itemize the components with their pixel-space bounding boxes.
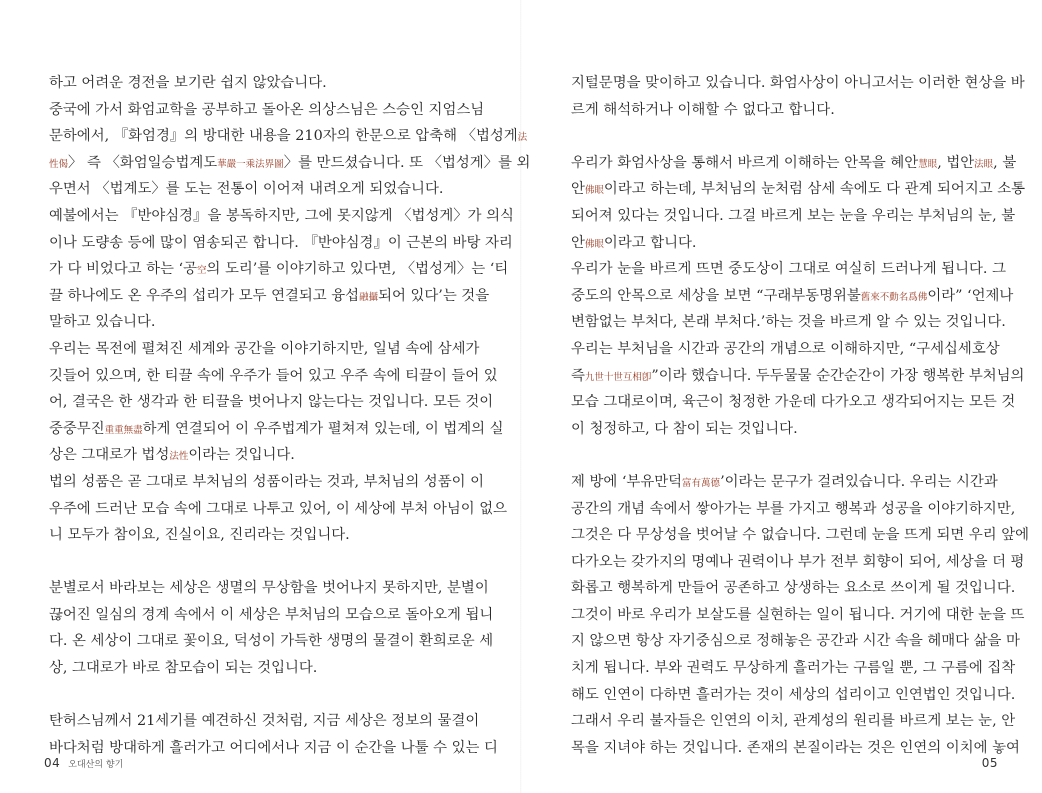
right-page bbox=[521, 0, 1042, 793]
right-page-body-text bbox=[571, 70, 1030, 761]
left-page-body-text bbox=[49, 70, 531, 761]
right-page-footer bbox=[982, 752, 998, 771]
text-segment: 안 bbox=[571, 234, 585, 251]
hanja-annotation: 佛眼 bbox=[584, 238, 604, 250]
text-line bbox=[49, 442, 481, 469]
text-line bbox=[49, 496, 508, 523]
text-segment: 우주에 드러난 모습 속에 그대로 나투고 있어, 이 세상에 부처 아님이 없으 bbox=[49, 500, 508, 517]
text-line bbox=[49, 389, 494, 416]
text-segment: 되어져 있다는 것입니다. 그걸 바르게 보는 눈을 우리는 부처님의 눈, 불 bbox=[571, 207, 1016, 224]
hanja-annotation: 融攝 bbox=[359, 291, 379, 303]
hanja-annotation: 佛眼 bbox=[584, 185, 604, 197]
text-line bbox=[571, 522, 1030, 549]
text-segment: 지 않으면 항상 자기중심으로 정해놓은 공간과 시간 속을 헤매다 삶을 마 bbox=[571, 633, 1020, 650]
text-segment: ”이라 했습니다. 두두물물 순간순간이 가장 행복한 부처님의 bbox=[651, 367, 1025, 384]
hanja-annotation: 九世十世互相卽 bbox=[584, 371, 652, 383]
text-segment: 되어 있다’는 것을 bbox=[378, 287, 490, 304]
text-segment: 이나 도량송 등에 많이 염송되곤 합니다. 『반야심경』이 근본의 바탕 자리 bbox=[49, 234, 513, 251]
text-segment: 중중무진 bbox=[49, 420, 105, 437]
text-segment: 상은 그대로가 법성 bbox=[49, 447, 170, 464]
text-line bbox=[49, 522, 481, 549]
text-line bbox=[571, 496, 1016, 523]
text-segment: 끌 하나에도 온 우주의 섭리가 모두 연결되고 융섭 bbox=[49, 287, 360, 304]
page-number: 04 bbox=[44, 756, 61, 770]
text-line bbox=[571, 256, 1006, 283]
text-line bbox=[49, 150, 531, 177]
text-segment: 이라고 합니다. bbox=[603, 234, 697, 251]
text-line bbox=[571, 203, 1016, 230]
text-line bbox=[571, 309, 1006, 336]
hanja-annotation: 法眼 bbox=[974, 158, 994, 170]
text-line bbox=[571, 283, 1014, 310]
text-segment: 안 bbox=[571, 181, 585, 198]
text-line bbox=[49, 123, 528, 150]
text-segment: 탄허스님께서 21세기를 예견하신 것처럼, 지금 세상은 정보의 물결이 bbox=[49, 713, 480, 730]
text-segment: 변함없는 부처다, 본래 부처다.’하는 것을 바르게 알 수 있는 것입니다. bbox=[571, 314, 1006, 331]
hanja-annotation: 法性 bbox=[169, 451, 189, 463]
text-line bbox=[49, 203, 514, 230]
text-segment: 우리는 목전에 펼쳐진 세계와 공간을 이야기하지만, 일념 속에 삼세가 bbox=[49, 340, 480, 357]
text-line bbox=[571, 682, 1016, 709]
hanja-annotation: 空 bbox=[197, 265, 207, 277]
text-segment: 르게 해석하거나 이해할 수 없다고 합니다. bbox=[571, 101, 835, 118]
text-line bbox=[571, 735, 1020, 762]
text-segment: 〉 즉 〈화엄일승법계도 bbox=[68, 154, 218, 171]
text-line bbox=[49, 256, 509, 283]
text-segment: 해도 인연이 다하면 흘러가는 것이 세상의 섭리이고 인연법인 것입니다. bbox=[571, 686, 1016, 703]
text-segment: 이 청정하고, 다 참이 되는 것입니다. bbox=[571, 420, 798, 437]
paragraph-gap bbox=[571, 442, 1003, 469]
text-segment: 〉를 만드셨습니다. 또 〈법성게〉를 외 bbox=[283, 154, 531, 171]
text-segment: ’이라는 문구가 걸려있습니다. 우리는 시간과 bbox=[720, 473, 998, 490]
text-line bbox=[571, 389, 1016, 416]
hanja-annotation: 法 bbox=[517, 132, 528, 144]
text-line bbox=[49, 230, 513, 257]
text-segment: , 법안 bbox=[937, 154, 975, 171]
paragraph-gap bbox=[49, 682, 481, 709]
text-segment: 다가오는 갖가지의 명예나 권력이나 부가 전부 회향이 되어, 세상을 더 평 bbox=[571, 553, 1025, 570]
text-segment: 중국에 가서 화엄교학을 공부하고 돌아온 의상스님은 스승인 지엄스님 bbox=[49, 101, 485, 118]
paragraph-gap bbox=[49, 549, 481, 576]
text-segment: 니 모두가 참이요, 진실이요, 진리라는 것입니다. bbox=[49, 527, 350, 544]
text-segment: 말하고 있습니다. bbox=[49, 314, 156, 331]
text-segment: 이라고 하는데, 부처님의 눈처럼 삼세 속에도 다 관계 되어지고 소통 bbox=[603, 181, 1026, 198]
text-segment: 바다처럼 방대하게 흘러가고 어디에서나 지금 이 순간을 나툴 수 있는 디 bbox=[49, 739, 498, 756]
text-line bbox=[571, 416, 1003, 443]
text-segment: 이라는 것입니다. bbox=[188, 447, 295, 464]
text-line bbox=[49, 363, 498, 390]
text-line bbox=[49, 176, 481, 203]
text-line bbox=[571, 336, 1003, 363]
text-line bbox=[571, 708, 1016, 735]
text-segment: , 불 bbox=[993, 154, 1017, 171]
book-title: 오대산의 향기 bbox=[68, 760, 124, 770]
text-segment: 어, 결국은 한 생각과 한 티끌을 벗어나지 않는다는 것입니다. 모든 것이 bbox=[49, 394, 494, 411]
text-line bbox=[49, 602, 494, 629]
text-segment: 우리가 화엄사상을 통해서 바르게 이해하는 안목을 혜안 bbox=[571, 154, 919, 171]
text-line bbox=[49, 70, 481, 97]
text-line bbox=[571, 602, 1025, 629]
text-segment: 목을 지녀야 하는 것입니다. 존재의 본질이라는 것은 인연의 이치에 놓여 bbox=[571, 739, 1020, 756]
text-segment: 문하에서, 『화엄경』의 방대한 내용을 210자의 한문으로 압축해 〈법성게 bbox=[49, 128, 518, 145]
hanja-annotation: 重重無盡 bbox=[104, 424, 143, 436]
text-segment: 중도의 안목으로 세상을 보면 “구래부동명위불 bbox=[571, 287, 861, 304]
text-line bbox=[49, 283, 490, 310]
text-line bbox=[49, 628, 494, 655]
text-segment: 제 방에 ‘부유만덕 bbox=[571, 473, 683, 490]
text-segment: 우리는 부처님을 시간과 공간의 개념으로 이해하지만, “구세십세호상 bbox=[571, 340, 1000, 357]
text-segment: 법의 성품은 곧 그대로 부처님의 성품이라는 것과, 부처님의 성품이 이 bbox=[49, 473, 484, 490]
hanja-annotation: 慧眼 bbox=[918, 158, 938, 170]
text-segment: 가 다 비었다고 하는 ‘공 bbox=[49, 261, 197, 278]
text-line bbox=[571, 230, 1003, 257]
text-line bbox=[571, 655, 1016, 682]
text-segment: 화롭고 행복하게 만들어 공존하고 상생하는 요소로 쓰이게 될 것입니다. bbox=[571, 580, 1016, 597]
text-line bbox=[49, 708, 481, 735]
text-segment: 치게 됩니다. 부와 권력도 무상하게 흘러가는 구름일 뿐, 그 구름에 집착 bbox=[571, 660, 1016, 677]
text-line bbox=[571, 70, 1025, 97]
text-segment: 공간의 개념 속에서 쌓아가는 부를 가지고 행복과 성공을 이야기하지만, bbox=[571, 500, 1016, 517]
text-line bbox=[49, 416, 504, 443]
text-line bbox=[571, 97, 1003, 124]
text-segment: 모습 그대로이며, 육근이 청정한 가운데 다가오고 생각되어지는 모든 것 bbox=[571, 394, 1016, 411]
text-segment: 의 도리’를 이야기하고 있다면, 〈법성게〉는 ‘티 bbox=[206, 261, 509, 278]
hanja-annotation: 富有萬德 bbox=[682, 477, 721, 489]
text-segment: 그래서 우리 불자들은 인연의 이치, 관계성의 원리를 바르게 보는 눈, 안 bbox=[571, 713, 1016, 730]
text-segment: 하고 어려운 경전을 보기란 쉽지 않았습니다. bbox=[49, 75, 327, 91]
text-line bbox=[49, 469, 484, 496]
text-line bbox=[49, 336, 481, 363]
text-line bbox=[571, 575, 1016, 602]
text-segment: 그것은 다 무상성을 벗어날 수 없습니다. 그런데 눈을 뜨게 되면 우리 앞에 bbox=[571, 527, 1030, 544]
text-line bbox=[49, 575, 489, 602]
text-line bbox=[571, 150, 1017, 177]
text-line bbox=[571, 549, 1025, 576]
text-segment: 예불에서는 『반야심경』을 봉독하지만, 그에 못지않게 〈법성게〉가 의식 bbox=[49, 207, 514, 224]
text-segment: 하게 연결되어 이 우주법계가 펼쳐져 있는데, 이 법계의 실 bbox=[142, 420, 504, 437]
text-segment: 그것이 바로 우리가 보살도를 실현하는 일이 됩니다. 거기에 대한 눈을 뜨 bbox=[571, 606, 1025, 623]
page-number: 05 bbox=[981, 756, 998, 770]
text-segment: 이라” ‘언제나 bbox=[927, 287, 1014, 304]
text-segment: 끊어진 일심의 경계 속에서 이 세상은 부처님의 모습으로 돌아오게 됩니 bbox=[49, 606, 494, 623]
hanja-annotation: 性偈 bbox=[49, 158, 69, 170]
text-segment: 분별로서 바라보는 세상은 생멸의 무상함을 벗어나지 못하지만, 분별이 bbox=[49, 580, 489, 597]
text-line bbox=[571, 469, 1003, 496]
text-line bbox=[49, 655, 481, 682]
hanja-annotation: 華嚴一乘法界圖 bbox=[217, 158, 284, 170]
text-segment: 깃들어 있으며, 한 티끌 속에 우주가 들어 있고 우주 속에 티끌이 들어 있 bbox=[49, 367, 498, 384]
text-line bbox=[49, 309, 481, 336]
text-line bbox=[49, 97, 485, 124]
paragraph-gap bbox=[571, 123, 1003, 150]
text-segment: 우면서 〈법계도〉를 도는 전통이 이어져 내려오게 되었습니다. bbox=[49, 181, 444, 198]
text-segment: 상, 그대로가 바로 참모습이 되는 것입니다. bbox=[49, 660, 318, 677]
text-segment: 즉 bbox=[571, 367, 585, 384]
left-page-footer bbox=[44, 752, 123, 771]
text-segment: 우리가 눈을 바르게 뜨면 중도상이 그대로 여실히 드러나게 됩니다. 그 bbox=[571, 261, 1006, 278]
text-line bbox=[571, 363, 1025, 390]
text-line bbox=[571, 628, 1020, 655]
text-segment: 다. 온 세상이 그대로 꽃이요, 덕성이 가득한 생명의 물결이 환희로운 세 bbox=[49, 633, 494, 650]
text-line bbox=[571, 176, 1026, 203]
text-segment: 지털문명을 맞이하고 있습니다. 화엄사상이 아니고서는 이러한 현상을 바 bbox=[571, 75, 1025, 91]
hanja-annotation: 舊來不動名爲佛 bbox=[860, 291, 928, 303]
